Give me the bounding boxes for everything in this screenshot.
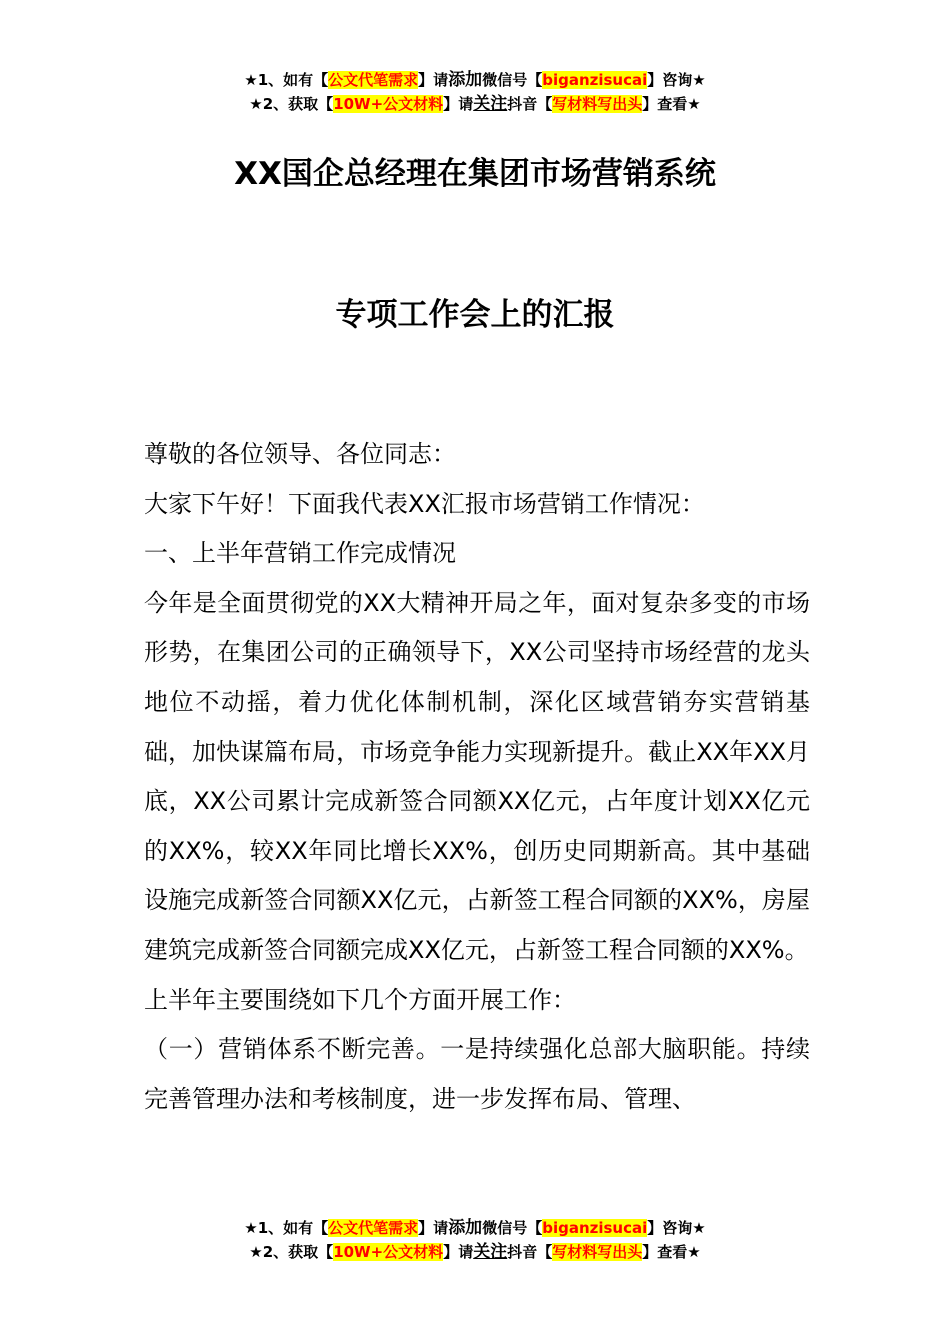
salutation: 尊敬的各位领导、各位同志： [144, 440, 456, 468]
banner-line-1 [0, 1216, 950, 1240]
document-title-line-1: XX国企总经理在集团市场营销系统 [234, 156, 716, 192]
banner-line-2 [0, 92, 950, 116]
banner-text: 】咨询★ [647, 1219, 706, 1237]
section-heading: 一、上半年营销工作完成情况 [144, 539, 456, 568]
banner-text: 】查看★ [642, 95, 701, 113]
banner-text: 抖音【 [507, 1243, 553, 1261]
banner-text: ★1、如有【 [244, 71, 329, 89]
subsection-paragraph: （一）营销体系不断完善。一是持续强化总部大脑职能。持续完善管理办法和考核制度，进一步发挥布局、管理、 [144, 1035, 810, 1113]
banner-text: ★2、获取【 [249, 1243, 334, 1261]
body-paragraph: 今年是全面贯彻党的XX大精神开局之年，面对复杂多变的市场形势，在集团公司的正确领导下，XX公司坚持市场经营的龙头地位不动摇，着力优化体制机制，深化区域营销夯实营销基础，加快谋篇布局，市场竞争能力实现新提升。截止XX年XX月底，XX公司累计完成新签合同额XX亿元，占年度计划XX亿元的XX%，较XX年同比增长XX%，创历史同期新高。其中基础设施完成新签合同额XX亿元，占新签工程合同额的XX%，房屋建筑完成新签合同额完成XX亿元，占新签工程合同额的XX%。 [144, 588, 810, 964]
banner-line-2 [0, 1240, 950, 1264]
banner-text: 微信号【 [482, 1219, 543, 1237]
banner-wechat-id: biganzisucai [542, 1219, 648, 1237]
banner-text: 】请 [418, 1219, 449, 1237]
banner-emphasis: 关注 [473, 94, 508, 114]
banner-emphasis: 添加 [448, 1218, 483, 1238]
banner-douyin-id: 写材料写出头 [552, 1243, 643, 1261]
banner-text: 抖音【 [507, 95, 553, 113]
banner-text: ★2、获取【 [249, 95, 334, 113]
banner-text: 】请 [443, 1243, 474, 1261]
footer-banner [0, 1216, 950, 1264]
banner-emphasis: 关注 [473, 1242, 508, 1262]
banner-highlight: 公文代笔需求 [328, 1219, 419, 1237]
banner-douyin-id: 写材料写出头 [552, 95, 643, 113]
banner-text: 】咨询★ [647, 71, 706, 89]
banner-text: 】请 [418, 71, 449, 89]
document-title-line-2: 专项工作会上的汇报 [335, 297, 615, 333]
document-body [144, 430, 810, 1124]
greeting: 大家下午好！下面我代表XX汇报市场营销工作情况： [144, 489, 705, 518]
banner-text: ★1、如有【 [244, 1219, 329, 1237]
banner-text: 】请 [443, 95, 474, 113]
banner-line-1 [0, 68, 950, 92]
header-banner [0, 68, 950, 116]
banner-text: 微信号【 [482, 71, 543, 89]
body-paragraph: 上半年主要围绕如下几个方面开展工作： [144, 985, 576, 1014]
banner-text: 】查看★ [642, 1243, 701, 1261]
banner-highlight: 公文代笔需求 [328, 71, 419, 89]
banner-highlight: 10W+公文材料 [333, 1243, 444, 1261]
banner-emphasis: 添加 [448, 70, 483, 90]
banner-wechat-id: biganzisucai [542, 71, 648, 89]
banner-highlight: 10W+公文材料 [333, 95, 444, 113]
